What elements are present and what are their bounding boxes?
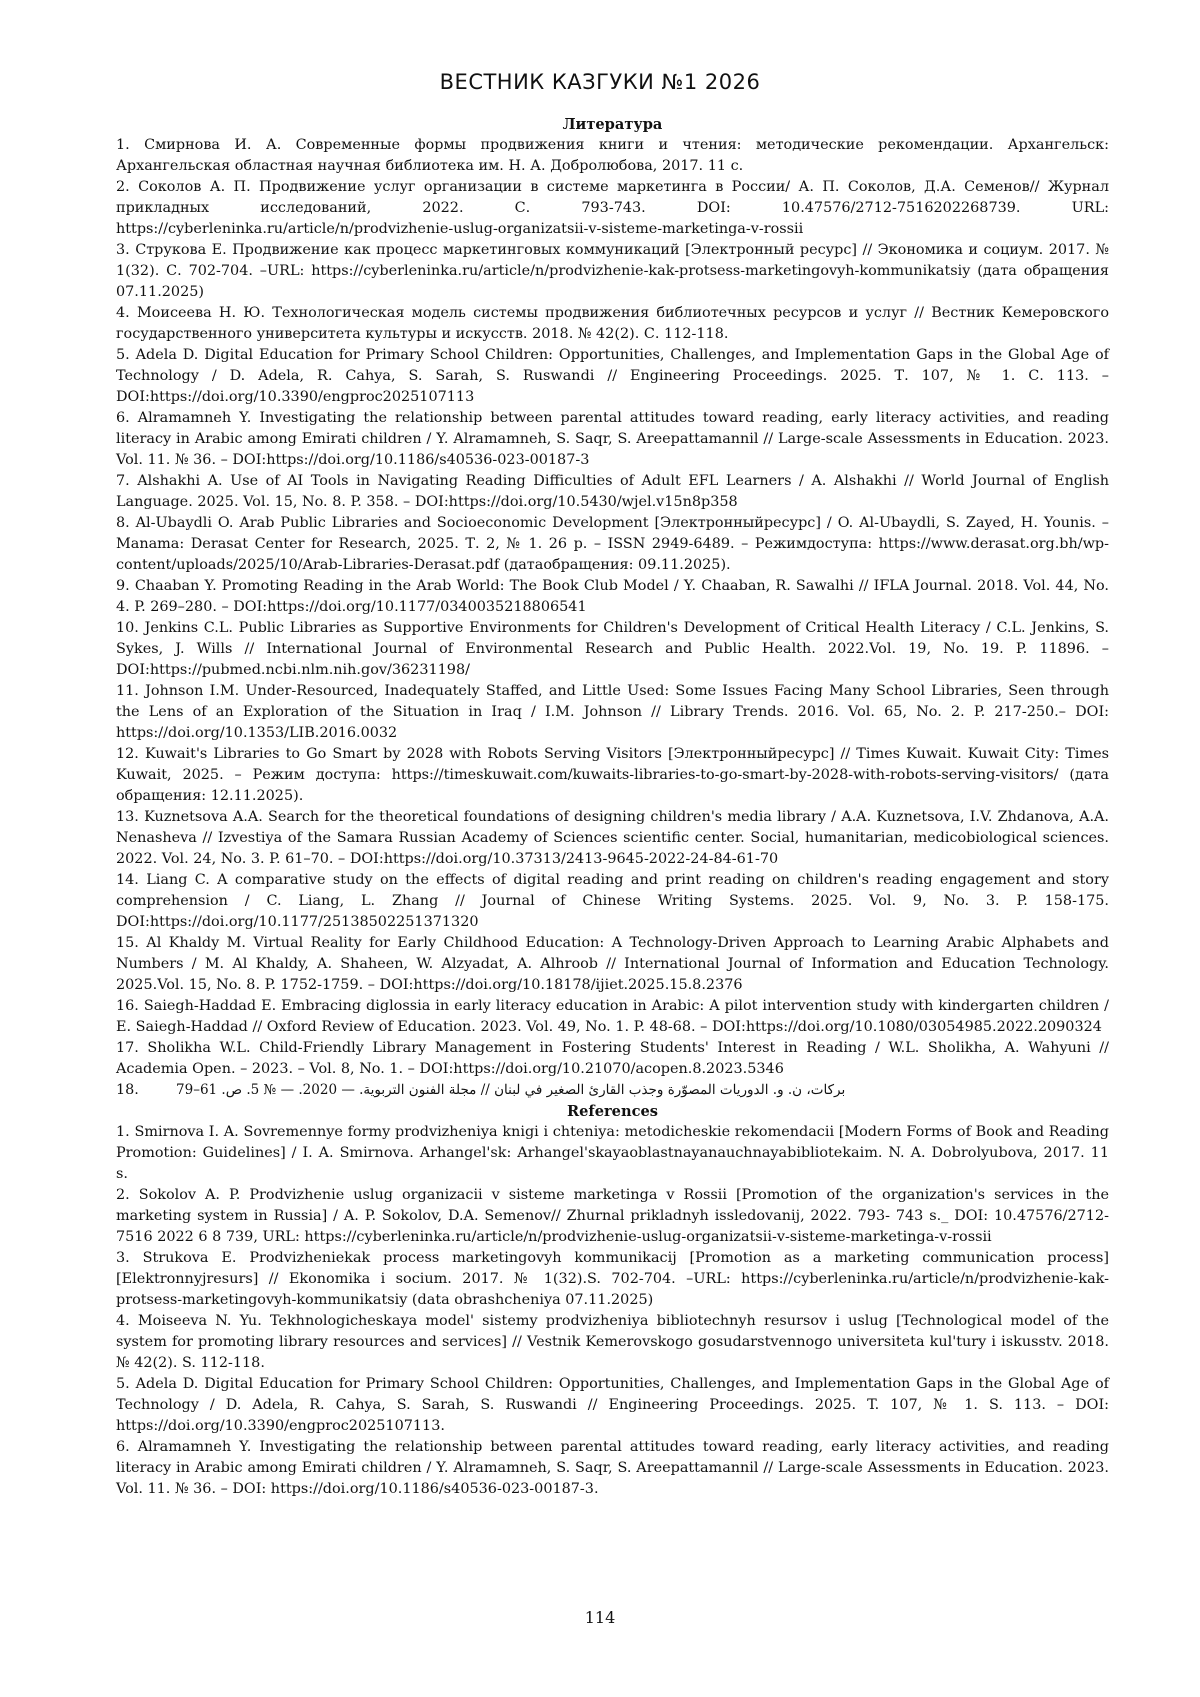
literature-item-18-number: 18. <box>116 1082 139 1098</box>
reference-item: 3. Strukova E. Prodvizheniekak process marketingovyh kommunikacij [Promotion as a marketing communication process] [Elektronnyjresurs] // Ekonomika i socium. 2017. № 1(32).S. 702-704. –URL: https://cyberleninka.ru/article/n/prodvizhenie-kak-protsess-marketingovyh-kommunikatsiy (data obrashcheniya 07.11.2025) <box>116 1250 1109 1308</box>
references-heading: References <box>567 1103 658 1120</box>
literature-item-18-text: بركات، ن. و. الدوريات المصوّرة وجذب القارئ الصغير في لبنان // مجلة الفنون التربوية. — 2020. — № 5. ص. 61–79 <box>176 1082 846 1098</box>
literature-item: 10. Jenkins C.L. Public Libraries as Supportive Environments for Children's Development of Critical Health Literacy / C.L. Jenkins, S. Sykes, J. Wills // International Journal of Environmental Research and Public Health. 2022.Vol. 19, No. 19. P. 11896. – DOI:https://pubmed.ncbi.nlm.nih.gov/36231198/ <box>116 620 1109 678</box>
literature-item: 6. Alramamneh Y. Investigating the relationship between parental attitudes toward reading, early literacy activities, and reading literacy in Arabic among Emirati children / Y. Alramamneh, S. Saqr, S. Areepattamannil // Large-scale Assessments in Education. 2023. Vol. 11. № 36. – DOI:https://doi.org/10.1186/s40536-023-00187-3 <box>116 410 1109 468</box>
reference-item: 6. Alramamneh Y. Investigating the relationship between parental attitudes toward reading, early literacy activities, and reading literacy in Arabic among Emirati children / Y. Alramamneh, S. Saqr, S. Areepattamannil // Large-scale Assessments in Education. 2023. Vol. 11. № 36. – DOI: https://doi.org/10.1186/s40536-023-00187-3. <box>116 1439 1109 1497</box>
references-list <box>116 1122 1109 1500</box>
literature-item: 14. Liang C. A comparative study on the effects of digital reading and print reading on children's reading engagement and story comprehension / C. Liang, L. Zhang // Journal of Chinese Writing Systems. 2025. Vol. 9, No. 3. P. 158-175. DOI:https://doi.org/10.1177/25138502251371320 <box>116 872 1109 930</box>
literature-item: 5. Adela D. Digital Education for Primary School Children: Opportunities, Challenges, and Implementation Gaps in the Global Age of Technology / D. Adela, R. Cahya, S. Sarah, S. Ruswandi // Engineering Proceedings. 2025. Т. 107, № 1. С. 113. – DOI:https://doi.org/10.3390/engproc2025107113 <box>116 347 1109 405</box>
literature-item-18 <box>116 1080 1109 1101</box>
literature-item: 11. Johnson I.M. Under-Resourced, Inadequately Staffed, and Little Used: Some Issues Facing Many School Libraries, Seen through the Lens of an Exploration of the Situation in Iraq / I.M. Johnson // Library Trends. 2016. Vol. 65, No. 2. P. 217-250.– DOI: https://doi.org/10.1353/LIB.2016.0032 <box>116 683 1109 741</box>
literature-heading: Литература <box>562 116 663 133</box>
reference-item: 2. Sokolov A. P. Prodvizhenie uslug organizacii v sisteme marketinga v Rossii [Promotion of the organization's services in the marketing system in Russia] / A. P. Sokolov, D.A. Semenov// Zhurnal prikladnyh issledovanij, 2022. 793- 743 s._ DOI: 10.47576/2712-7516 2022 6 8 739, URL: https://cyberleninka.ru/article/n/prodvizhenie-uslug-organizatsii-v-sisteme-marketinga-v-rossii <box>116 1187 1109 1245</box>
journal-header-title: ВЕСТНИК КАЗГУКИ №1 2026 <box>439 70 761 94</box>
literature-item: 12. Kuwait's Libraries to Go Smart by 2028 with Robots Serving Visitors [Электронныйресурс] // Times Kuwait. Kuwait City: Times Kuwait, 2025. – Режим доступа: https://timeskuwait.com/kuwaits-libraries-to-go-smart-by-2028-with-robots-serving-visitors/ (дата обращения: 12.11.2025). <box>116 746 1109 804</box>
literature-item: 7. Alshakhi A. Use of AI Tools in Navigating Reading Difficulties of Adult EFL Learners / A. Alshakhi // World Journal of English Language. 2025. Vol. 15, No. 8. P. 358. – DOI:https://doi.org/10.5430/wjel.v15n8p358 <box>116 473 1109 510</box>
literature-item: 17. Sholikha W.L. Child-Friendly Library Management in Fostering Students' Interest in Reading / W.L. Sholikha, A. Wahyuni // Academia Open. – 2023. – Vol. 8, No. 1. – DOI:https://doi.org/10.21070/acopen.8.2023.5346 <box>116 1040 1109 1077</box>
literature-item: 13. Kuznetsova A.A. Search for the theoretical foundations of designing children's media library / A.A. Kuznetsova, I.V. Zhdanova, A.A. Nenasheva // Izvestiya of the Samara Russian Academy of Sciences scientific center. Social, humanitarian, medicobiological sciences. 2022. Vol. 24, No. 3. P. 61–70. – DOI:https://doi.org/10.37313/2413-9645-2022-24-84-61-70 <box>116 809 1109 867</box>
reference-item: 5. Adela D. Digital Education for Primary School Children: Opportunities, Challenges, and Implementation Gaps in the Global Age of Technology / D. Adela, R. Cahya, S. Sarah, S. Ruswandi // Engineering Proceedings. 2025. T. 107, № 1. S. 113. – DOI: https://doi.org/10.3390/engproc2025107113. <box>116 1376 1109 1434</box>
literature-item: 3. Струкова Е. Продвижение как процесс маркетинговых коммуникаций [Электронный ресурс] // Экономика и социум. 2017. № 1(32). С. 702-704. –URL: https://cyberleninka.ru/article/n/prodvizhenie-kak-protsess-marketingovyh-kommunikatsiy (дата обращения 07.11.2025) <box>116 242 1109 300</box>
literature-item: 1. Смирнова И. А. Современные формы продвижения книги и чтения: методические рекомендации. Архангельск: Архангельская областная научная библиотека им. Н. А. Добролюбова, 2017. 11 с. <box>116 137 1109 174</box>
reference-item: 1. Smirnova I. A. Sovremennye formy prodvizheniya knigi i chteniya: metodicheskie rekomendacii [Modern Forms of Book and Reading Promotion: Guidelines] / I. A. Smirnova. Arhangel'sk: Arhangel'skayaoblastnayanauchnayabibliotekaim. N. A. Dobrolyubova, 2017. 11 s. <box>116 1124 1109 1182</box>
literature-item: 8. Al-Ubaydli O. Arab Public Libraries and Socioeconomic Development [Электронныйресурс] / O. Al-Ubaydli, S. Zayed, H. Younis. – Manama: Derasat Center for Research, 2025. Т. 2, № 1. 26 p. – ISSN 2949-6489. – Режимдоступа: https://www.derasat.org.bh/wp-content/uploads/2025/10/Arab-Libraries-Derasat.pdf (датаобращения: 09.11.2025). <box>116 515 1109 573</box>
literature-list <box>116 135 1109 1080</box>
literature-item: 2. Соколов А. П. Продвижение услуг организации в системе маркетинга в России/ А. П. Соколов, Д.А. Семенов// Журнал прикладных исследований, 2022. С. 793-743. DOI: 10.47576/2712-7516202268739. URL: https://cyberleninka.ru/article/n/prodvizhenie-uslug-organizatsii-v-sisteme-marketinga-v-rossii <box>116 179 1109 237</box>
literature-item: 4. Моисеева Н. Ю. Технологическая модель системы продвижения библиотечных ресурсов и услуг // Вестник Кемеровского государственного университета культуры и искусств. 2018. № 42(2). С. 112-118. <box>116 305 1109 342</box>
page-number: 114 <box>584 1608 616 1627</box>
literature-item: 15. Al Khaldy M. Virtual Reality for Early Childhood Education: A Technology-Driven Approach to Learning Arabic Alphabets and Numbers / M. Al Khaldy, A. Shaheen, W. Alzyadat, A. Alhroob // International Journal of Information and Education Technology. 2025.Vol. 15, No. 8. P. 1752-1759. – DOI:https://doi.org/10.18178/ijiet.2025.15.8.2376 <box>116 935 1109 993</box>
article-content <box>116 114 1109 1500</box>
literature-item: 16. Saiegh-Haddad E. Embracing diglossia in early literacy education in Arabic: A pilot intervention study with kindergarten children / E. Saiegh-Haddad // Oxford Review of Education. 2023. Vol. 49, No. 1. P. 48-68. – DOI:https://doi.org/10.1080/03054985.2022.2090324 <box>116 998 1109 1035</box>
reference-item: 4. Moiseeva N. Yu. Tekhnologicheskaya model' sistemy prodvizheniya bibliotechnyh resursov i uslug [Technological model of the system for promoting library resources and services] // Vestnik Kemerovskogo gosudarstvennogo universiteta kul'tury i iskusstv. 2018. № 42(2). S. 112-118. <box>116 1313 1109 1371</box>
literature-item: 9. Chaaban Y. Promoting Reading in the Arab World: The Book Club Model / Y. Chaaban, R. Sawalhi // IFLA Journal. 2018. Vol. 44, No. 4. P. 269–280. – DOI:https://doi.org/10.1177/0340035218806541 <box>116 578 1109 615</box>
